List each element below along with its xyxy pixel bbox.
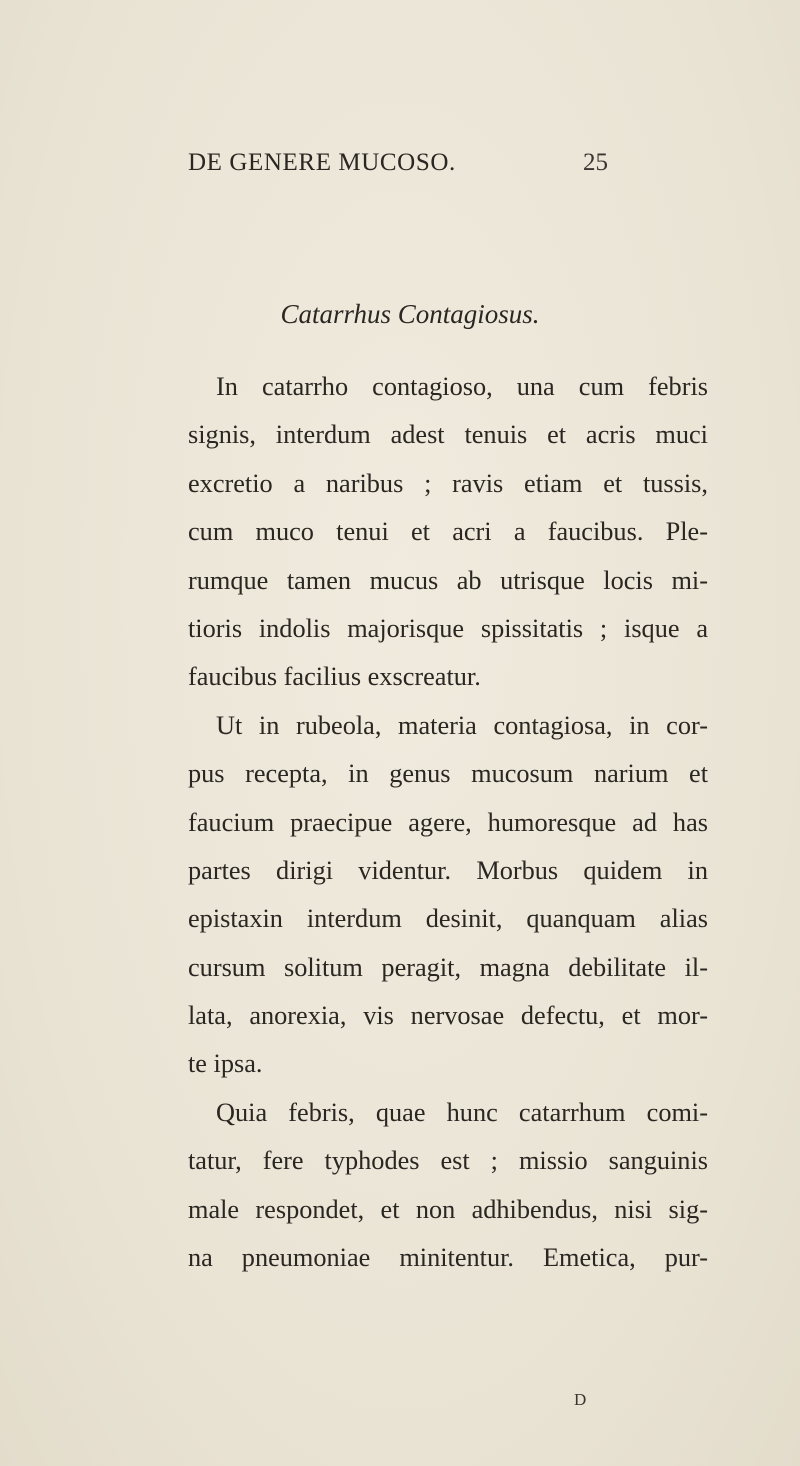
section-title: Catarrhus Contagiosus. xyxy=(280,299,540,329)
paragraph-1 xyxy=(188,363,708,702)
text-line: na pneumoniae minitentur. Emetica, pur- xyxy=(188,1243,708,1273)
paragraph-3 xyxy=(188,1089,708,1283)
text-line: In catarrho contagioso, una cum febris xyxy=(216,372,708,401)
text-line: tatur, fere typhodes est ; missio sanguinis xyxy=(188,1146,708,1176)
running-title: DE GENERE MUCOSO. xyxy=(188,149,456,176)
text-line: cum muco tenui et acri a faucibus. Ple- xyxy=(188,517,708,547)
page-number: 25 xyxy=(583,149,608,176)
text-line: te ipsa. xyxy=(188,1049,263,1079)
text-line: male respondet, et non adhibendus, nisi sig- xyxy=(188,1194,708,1224)
body-text xyxy=(188,363,708,1282)
text-line: faucibus facilius exscreatur. xyxy=(188,662,481,692)
text-line: Ut in rubeola, materia contagiosa, in cor- xyxy=(216,710,708,740)
text-line: epistaxin interdum desinit, quanquam alias xyxy=(188,904,708,934)
signature-mark: D xyxy=(574,1390,587,1409)
text-line: faucium praecipue agere, humoresque ad has xyxy=(188,807,708,837)
text-line: rumque tamen mucus ab utrisque locis mi- xyxy=(188,565,708,595)
text-line: tioris indolis majorisque spissitatis ; isque a xyxy=(188,613,708,643)
text-line: lata, anorexia, vis nervosae defectu, et mor- xyxy=(188,1001,708,1031)
text-line: pus recepta, in genus mucosum narium et xyxy=(188,759,708,789)
text-line: Quia febris, quae hunc catarrhum comi- xyxy=(216,1097,708,1127)
text-line: partes dirigi videntur. Morbus quidem in xyxy=(188,855,708,885)
text-line: cursum solitum peragit, magna debilitate il- xyxy=(188,952,708,982)
text-line: excretio a naribus ; ravis etiam et tussis, xyxy=(188,468,708,498)
running-head xyxy=(188,146,608,180)
text-line: signis, interdum adest tenuis et acris muci xyxy=(188,420,708,450)
paragraph-2 xyxy=(188,702,708,1089)
